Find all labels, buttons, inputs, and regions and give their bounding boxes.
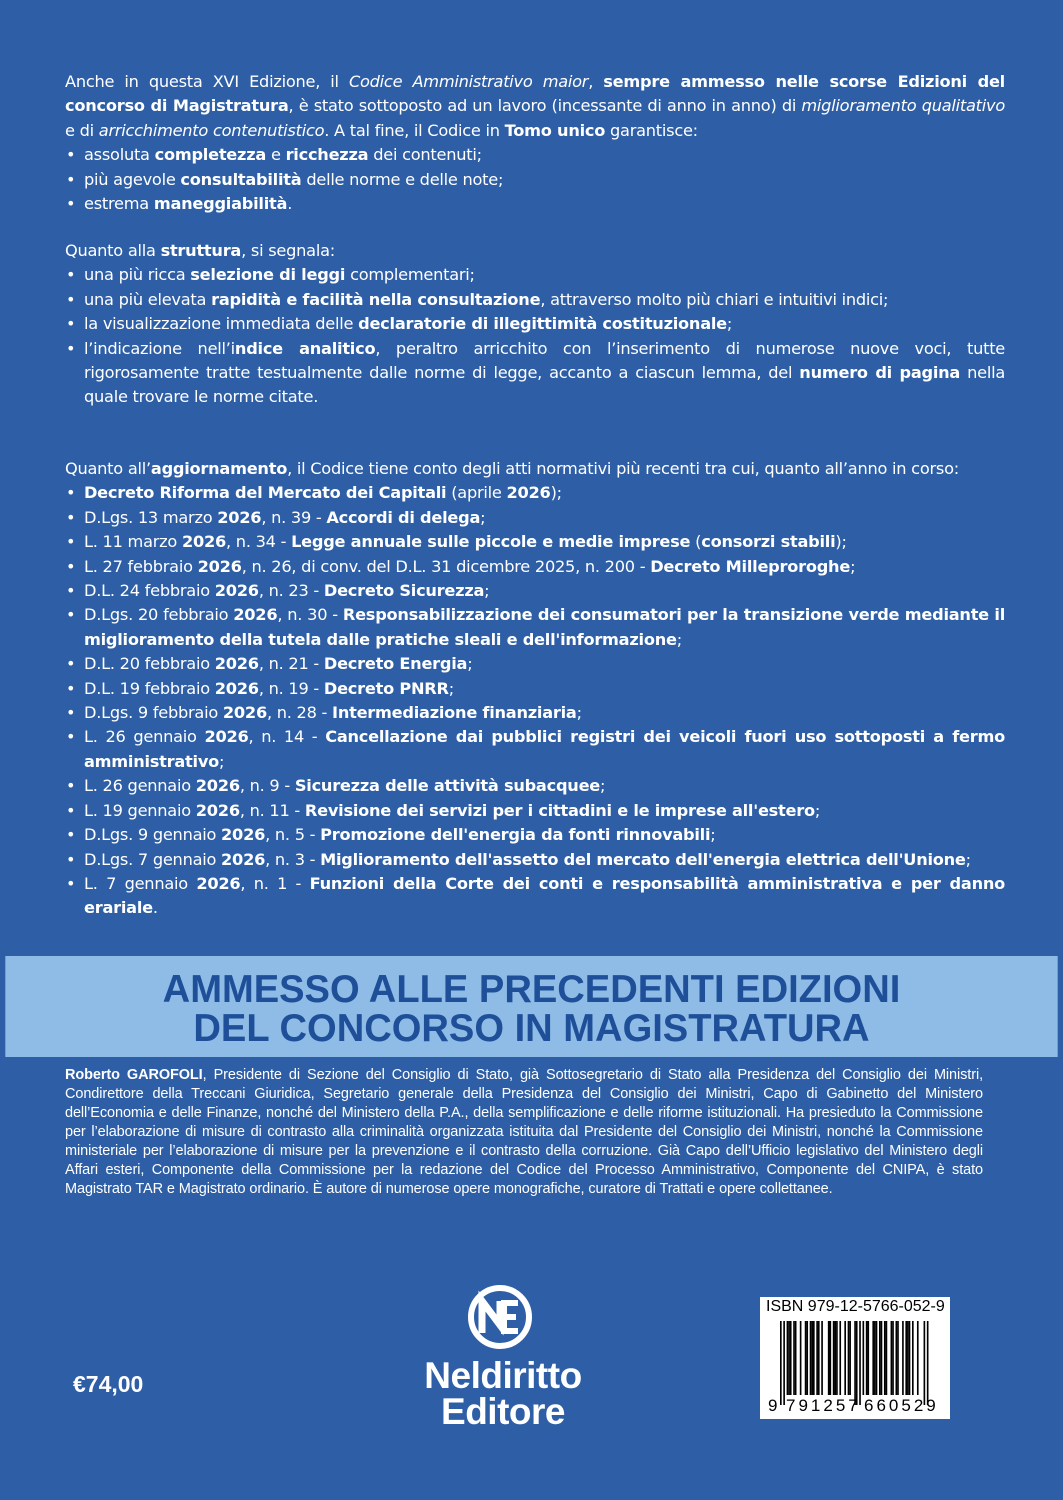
barcode-bar (806, 1321, 808, 1395)
list-item: • una più elevata rapidità e facilità nella consultazione, attraverso molto più chiari e intuitivi indici; (65, 288, 1005, 312)
author-name: Roberto GAROFOLI (65, 1067, 203, 1083)
barcode-bar (849, 1321, 851, 1395)
list-item: • l’indicazione nell’indice analitico, peraltro arricchito con l’inserimento di numerose nuove voci, tutte rigorosamente tratte testualmente dalle norme di legge, accanto a ciascun lemma, del numero di pagina nella quale trovare le norme citate. (65, 337, 1005, 410)
list-item: • D.L. 19 febbraio 2026, n. 19 - Decreto PNRR; (65, 677, 1005, 701)
barcode-bar (905, 1321, 907, 1395)
list-item: • D.Lgs. 20 febbraio 2026, n. 30 - Responsabilizzazione dei consumatori per la transizione verde mediante il miglioramento della tutela dalle pratiche sleali e dell'informazione; (65, 603, 1005, 652)
barcode-bar (816, 1321, 818, 1395)
isbn-label: ISBN 979-12-5766-052-9 (766, 1298, 945, 1315)
barcode-bar (886, 1321, 888, 1395)
intro-paragraph: Anche in questa XVI Edizione, il Codice Amministrativo maior, sempre ammesso nelle scorse Edizioni del concorso di Magistratura, è stato sottoposto ad un lavoro (incessante di anno in anno) di miglioramento qualitativo e di arricchimento contenutistico. A tal fine, il Codice in Tomo unico garantisce: (65, 72, 1005, 140)
barcode-bar (834, 1321, 836, 1395)
barcode-bar (790, 1321, 792, 1395)
barcode-bar (866, 1321, 868, 1395)
barcode-bar (848, 1321, 850, 1395)
barcode-bar (912, 1321, 914, 1395)
list-item: • D.Lgs. 9 gennaio 2026, n. 5 - Promozione dell'energia da fonti rinnovabili; (65, 823, 1005, 847)
barcode-bar (783, 1321, 785, 1405)
barcode-bar (897, 1321, 899, 1395)
list-item: • L. 27 febbraio 2026, n. 26, di conv. del D.L. 31 dicembre 2025, n. 200 - Decreto Milleproroghe; (65, 555, 1005, 579)
barcode-bar (867, 1321, 869, 1395)
barcode-bar (839, 1321, 841, 1395)
ean-right-digits: 660529 (864, 1396, 939, 1415)
barcode-bar (909, 1321, 911, 1395)
barcode-bar (924, 1321, 926, 1405)
barcode-bar (854, 1321, 856, 1405)
list-item: • L. 26 gennaio 2026, n. 14 - Cancellazione dai pubblici registri dei veicoli fuori uso sottoposti a fermo amministrativo; (65, 725, 1005, 774)
intro-list (65, 143, 1005, 216)
barcode-bar (805, 1321, 807, 1395)
barcode-bar (917, 1321, 919, 1395)
list-item: • Decreto Riforma del Mercato dei Capitali (aprile 2026); (65, 481, 1005, 505)
barcode-bar (795, 1321, 797, 1395)
publisher-name-line-1: Neldiritto (424, 1355, 582, 1396)
list-item: • estrema maneggiabilità. (65, 192, 1005, 216)
list-item: • una più ricca selezione di leggi complementari; (65, 263, 1005, 287)
barcode-bar (859, 1321, 861, 1405)
barcode-bar (927, 1321, 929, 1405)
structure-list (65, 263, 1005, 409)
barcode-bar (793, 1321, 795, 1395)
price: €74,00 (73, 1371, 144, 1397)
barcode-bar (892, 1321, 894, 1395)
barcode-bar (780, 1321, 782, 1405)
updates-section (65, 457, 1005, 921)
list-item: • la visualizzazione immediata delle declaratorie di illegittimità costituzionale; (65, 312, 1005, 336)
ean-first-digit: 9 (768, 1396, 781, 1415)
barcode-bar (833, 1321, 835, 1395)
barcode-bar (881, 1321, 883, 1395)
barcode-bar (872, 1321, 874, 1395)
barcode-bar (874, 1321, 876, 1395)
barcode-bar (811, 1321, 813, 1395)
barcode-bar (830, 1321, 832, 1395)
barcode-bar (844, 1321, 846, 1395)
barcode-bar (800, 1321, 802, 1395)
list-item: • più agevole consultabilità delle norme e delle note; (65, 168, 1005, 192)
list-item: • L. 19 gennaio 2026, n. 11 - Revisione dei servizi per i cittadini e le imprese all'estero; (65, 799, 1005, 823)
admission-banner (5, 956, 1057, 1057)
publisher-logo (398, 1285, 608, 1435)
list-item: • D.L. 20 febbraio 2026, n. 21 - Decreto Energia; (65, 652, 1005, 676)
barcode-bar (810, 1321, 812, 1395)
updates-list (65, 481, 1005, 920)
barcode-bar (787, 1321, 789, 1395)
barcode-bar (891, 1321, 893, 1395)
list-item: • L. 7 gennaio 2026, n. 1 - Funzioni della Corte dei conti e responsabilità amministrativa e per danno erariale. (65, 872, 1005, 921)
barcode-bar (876, 1321, 878, 1395)
list-item: • D.Lgs. 7 gennaio 2026, n. 3 - Miglioramento dell'assetto del mercato dell'energia elettrica dell'Unione; (65, 848, 1005, 872)
list-item: • D.Lgs. 9 febbraio 2026, n. 28 - Intermediazione finanziaria; (65, 701, 1005, 725)
list-item: • L. 26 gennaio 2026, n. 9 - Sicurezza delle attività subacquee; (65, 774, 1005, 798)
barcode-bar (788, 1321, 790, 1395)
list-item: • assoluta completezza e ricchezza dei contenuti; (65, 143, 1005, 167)
intro-section (65, 70, 1005, 216)
isbn-barcode (760, 1297, 950, 1419)
author-bio-text: , Presidente di Sezione del Consiglio di Stato, già Sottosegretario di Stato alla Presidenza del Consiglio dei Ministri, Condirettore della Treccani Giuridica, Segretario generale della Presidenza del Consiglio dei Ministri, Capo di Gabinetto del Ministero dell’Economia e delle Finanze, nonché del Ministero della P.A., della semplificazione e delle riforme istituzionali. Ha presieduto la Commissione per l’elaborazione di misure di contrasto alla criminalità organizzata istituita dal Presidente del Consiglio dei Ministri, nonché la Commissione ministeriale per l’elaborazione di misure per la prevenzione e il contrasto della corruzione. Già Capo dell’Ufficio legislativo del Ministero degli Affari esteri, Componente della Commissione per la redazione del Codice del Processo Amministrativo, Componente del CNIPA, è stato Magistrato TAR e Magistrato ordinario. È autore di numerose opere monografiche, curatore di Trattati e opere collettanee. (65, 1067, 983, 1197)
barcode-bar (884, 1321, 886, 1395)
barcode-bar (836, 1321, 838, 1395)
ean-left-digits: 791257 (786, 1396, 861, 1415)
publisher-name-line-2: Editore (441, 1391, 565, 1432)
banner-line-1: AMMESSO ALLE PRECEDENTI EDIZIONI (162, 968, 901, 1011)
updates-paragraph: Quanto all’aggiornamento, il Codice tiene conto degli atti normativi più recenti tra cui, quanto all’anno in corso: (65, 459, 959, 478)
ne-monogram-icon (468, 1285, 532, 1349)
barcode-bar (902, 1321, 904, 1395)
barcode-bar (863, 1321, 865, 1395)
barcode-bar (813, 1321, 815, 1395)
structure-section (65, 239, 1005, 410)
structure-paragraph: Quanto alla struttura, si segnala: (65, 241, 335, 260)
barcode-bar (821, 1321, 823, 1395)
banner-line-2: DEL CONCORSO IN MAGISTRATURA (193, 1007, 870, 1050)
barcode-bar (879, 1321, 881, 1395)
author-bio (65, 1066, 983, 1199)
list-item: • D.Lgs. 13 marzo 2026, n. 39 - Accordi di delega; (65, 506, 1005, 530)
barcode-bar (818, 1321, 820, 1395)
barcode-bar (856, 1321, 858, 1405)
barcode-bar (907, 1321, 909, 1395)
barcode-bar (896, 1321, 898, 1395)
list-item: • L. 11 marzo 2026, n. 34 - Legge annuale sulle piccole e medie imprese (consorzi stabili); (65, 530, 1005, 554)
list-item: • D.L. 24 febbraio 2026, n. 23 - Decreto Sicurezza; (65, 579, 1005, 603)
barcode-bar (828, 1321, 830, 1395)
